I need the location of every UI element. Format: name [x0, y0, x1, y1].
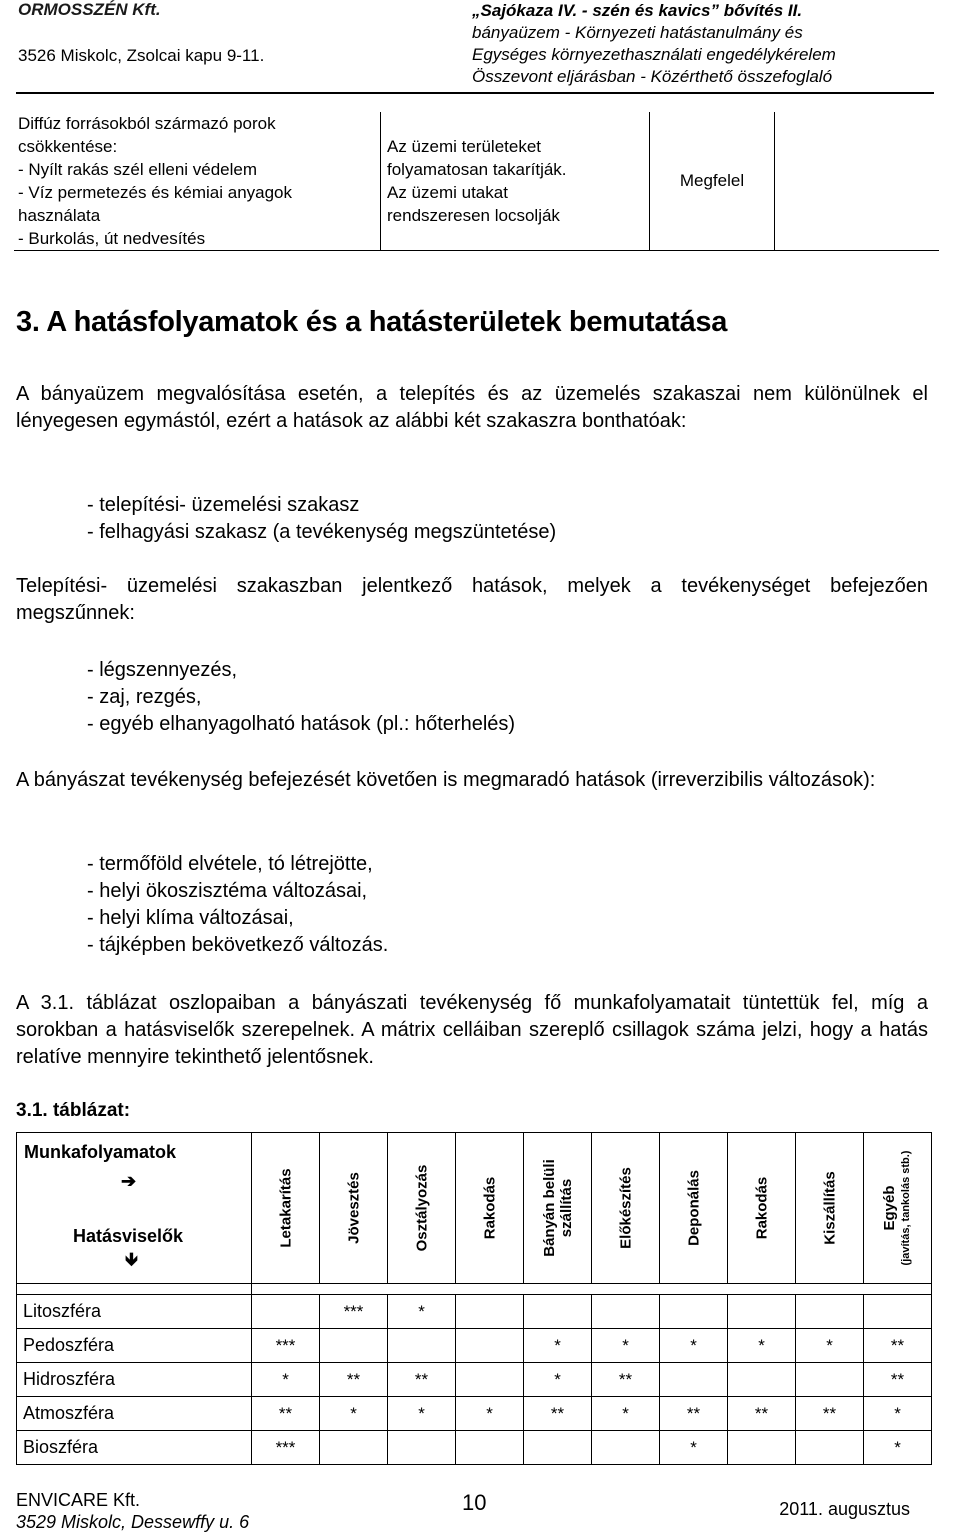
column-label: Osztályozás: [413, 1164, 430, 1252]
paragraph-3: A bányászat tevékenység befejezését követően is megmaradó hatások (irreverzibilis változások):: [16, 769, 876, 791]
column-header: [728, 1133, 796, 1284]
row-label: Pedoszféra: [17, 1329, 252, 1363]
column-header: [864, 1133, 932, 1284]
table-row: [17, 1329, 932, 1363]
table-row: [17, 1397, 932, 1431]
matrix-cell: [864, 1295, 932, 1329]
matrix-cell: **: [592, 1363, 660, 1397]
measure-action-cell: [381, 112, 650, 251]
matrix-cell: [456, 1431, 524, 1465]
column-header: [252, 1133, 320, 1284]
matrix-title: 3.1. táblázat:: [16, 1100, 131, 1121]
column-header: [456, 1133, 524, 1284]
header-document-title: [472, 0, 942, 88]
text-line: folyamatosan takarítják.: [387, 160, 567, 179]
row-label: Litoszféra: [17, 1295, 252, 1329]
matrix-cell: *: [592, 1329, 660, 1363]
section-title: 3. A hatásfolyamatok és a hatásterületek bemutatása: [16, 306, 728, 338]
paragraph-1: A bányaüzem megvalósítása esetén, a telepítés és az üzemelés szakaszai nem különülnek el lényegesen egymástól, ezért a hatások az alábbi két szakaszra bonthatóak:: [16, 383, 928, 432]
column-label: Rakodás: [753, 1176, 770, 1240]
list-item: - helyi klíma változásai,: [87, 907, 294, 929]
matrix-cell: [388, 1431, 456, 1465]
matrix-cell: ***: [252, 1431, 320, 1465]
list-item: - egyéb elhanyagolható hatások (pl.: hőterhelés): [87, 713, 516, 735]
text-line: használata: [18, 206, 101, 225]
text-line: - Nyílt rakás szél elleni védelem: [18, 160, 258, 179]
temporary-impacts-list: [87, 657, 515, 738]
matrix-cell: *: [388, 1397, 456, 1431]
header-title-line-4: Összevont eljárásban - Közérthető összefoglaló: [472, 67, 833, 86]
matrix-cell: **: [728, 1397, 796, 1431]
footer-company: ENVICARE Kft.: [16, 1490, 141, 1510]
matrix-cell: *: [728, 1329, 796, 1363]
table-row: [17, 1363, 932, 1397]
matrix-cell: **: [388, 1363, 456, 1397]
matrix-cell: **: [320, 1363, 388, 1397]
matrix-cell: [320, 1329, 388, 1363]
row-label: Hidroszféra: [17, 1363, 252, 1397]
matrix-cell: *: [388, 1295, 456, 1329]
column-label-line: Egyéb: [880, 1185, 898, 1231]
matrix-cell: ***: [320, 1295, 388, 1329]
matrix-cell: [524, 1295, 592, 1329]
matrix-cell: *: [660, 1431, 728, 1465]
column-label-line: szállítás: [557, 1178, 575, 1238]
footer-address: 3529 Miskolc, Dessewffy u. 6: [16, 1512, 250, 1532]
matrix-cell: [252, 1295, 320, 1329]
row-label: Atmoszféra: [17, 1397, 252, 1431]
matrix-cell: [660, 1295, 728, 1329]
column-label: [881, 1151, 915, 1266]
matrix-cell: [796, 1295, 864, 1329]
spacer-cell: [252, 1284, 932, 1295]
column-label: [541, 1159, 575, 1257]
permanent-impacts-list: [87, 851, 388, 959]
text-line: csökkentése:: [18, 137, 118, 156]
matrix-cell: *: [524, 1329, 592, 1363]
phase-list: [87, 492, 556, 546]
column-header: [660, 1133, 728, 1284]
matrix-cell: [320, 1431, 388, 1465]
table-row: [17, 1295, 932, 1329]
matrix-cell: **: [864, 1329, 932, 1363]
table-row: [17, 1431, 932, 1465]
matrix-spacer-row: [17, 1284, 932, 1295]
measure-empty-cell: [775, 112, 940, 251]
text-line: - Burkolás, út nedvesítés: [18, 229, 206, 248]
column-label-line: Bányán belüli: [540, 1159, 558, 1257]
matrix-cell: [456, 1363, 524, 1397]
matrix-cell: [388, 1329, 456, 1363]
list-item: - felhagyási szakasz (a tevékenység megszüntetése): [87, 521, 557, 543]
matrix-cell: [796, 1363, 864, 1397]
page-number: 10: [462, 1490, 487, 1515]
header-company: ORMOSSZÉN Kft.: [18, 0, 161, 19]
column-label: Kiszállítás: [821, 1171, 838, 1245]
matrix-cell: ***: [252, 1329, 320, 1363]
column-header: [796, 1133, 864, 1284]
matrix-cell: **: [524, 1397, 592, 1431]
list-item: - telepítési- üzemelési szakasz: [87, 494, 360, 516]
paragraph-4: A 3.1. táblázat oszlopaiban a bányászati tevékenység fő munkafolyamatait tüntettük fel, míg a sorokban a hatásviselők szerepelnek. A mátrix celláiban szereplő csillagok száma jelzi, hogy a hatás relatíve mennyire tekinthető jelentősnek.: [16, 992, 928, 1068]
matrix-cell: *: [524, 1363, 592, 1397]
matrix-cell: *: [796, 1329, 864, 1363]
matrix-cell: **: [252, 1397, 320, 1431]
matrix-cell: [592, 1431, 660, 1465]
measure-status-cell: Megfelel: [650, 112, 775, 251]
impact-matrix: [16, 1132, 932, 1465]
arrow-down-icon: 🡻: [125, 1249, 138, 1269]
row-label: Bioszféra: [17, 1431, 252, 1465]
column-label-line: (javítás, tankolás stb.): [899, 1150, 912, 1266]
matrix-cell: *: [864, 1431, 932, 1465]
corner-processes-label: Munkafolyamatok: [24, 1142, 177, 1162]
text-line: - Víz permetezés és kémiai anyagok: [18, 183, 293, 202]
arrow-right-icon: ➔: [121, 1171, 137, 1191]
column-label: Deponálás: [685, 1170, 702, 1246]
list-item: - zaj, rezgés,: [87, 686, 202, 708]
measures-table: [14, 112, 939, 251]
matrix-header-row: [17, 1133, 932, 1284]
table-row: [14, 112, 939, 251]
column-label: Jövesztés: [345, 1172, 362, 1244]
column-header: [592, 1133, 660, 1284]
matrix-cell: *: [320, 1397, 388, 1431]
text-line: Az üzemi utakat: [387, 183, 508, 202]
footer-date: 2011. augusztus: [779, 1499, 910, 1519]
list-item: - termőföld elvétele, tó létrejötte,: [87, 853, 373, 875]
matrix-corner-cell: [17, 1133, 252, 1284]
matrix-cell: *: [864, 1397, 932, 1431]
matrix-cell: **: [796, 1397, 864, 1431]
text-line: rendszeresen locsolják: [387, 206, 560, 225]
list-item: - légszennyezés,: [87, 659, 238, 681]
header-title-line-3: Egységes környezethasználati engedélykérelem: [472, 45, 836, 64]
matrix-cell: [728, 1363, 796, 1397]
matrix-cell: **: [660, 1397, 728, 1431]
matrix-cell: *: [252, 1363, 320, 1397]
matrix-cell: **: [864, 1363, 932, 1397]
matrix-cell: [524, 1431, 592, 1465]
column-header: [388, 1133, 456, 1284]
text-line: Az üzemi területeket: [387, 137, 542, 156]
matrix-cell: [796, 1431, 864, 1465]
matrix-cell: [456, 1295, 524, 1329]
matrix-cell: [660, 1363, 728, 1397]
matrix-cell: *: [456, 1397, 524, 1431]
list-item: - tájképben bekövetkező változás.: [87, 934, 389, 956]
matrix-cell: *: [592, 1397, 660, 1431]
header-address: 3526 Miskolc, Zsolcai kapu 9-11.: [18, 46, 265, 65]
measure-description-cell: [14, 112, 381, 251]
matrix-cell: [456, 1329, 524, 1363]
matrix-cell: [728, 1431, 796, 1465]
matrix-cell: [592, 1295, 660, 1329]
column-header: [320, 1133, 388, 1284]
matrix-cell: *: [660, 1329, 728, 1363]
header-title-line-2: bányaüzem - Környezeti hatástanulmány és: [472, 23, 803, 42]
spacer-cell: [17, 1284, 252, 1295]
column-header: [524, 1133, 592, 1284]
header-divider: [16, 92, 934, 94]
corner-receptors-label: Hatásviselők: [73, 1226, 184, 1246]
paragraph-2: Telepítési- üzemelési szakaszban jelentkező hatások, melyek a tevékenységet befejezően megszűnnek:: [16, 575, 928, 624]
column-label: Előkészítés: [617, 1167, 634, 1249]
matrix-cell: [728, 1295, 796, 1329]
column-label: Rakodás: [481, 1176, 498, 1240]
header-title-line-1: „Sajókaza IV. - szén és kavics” bővítés II.: [472, 1, 803, 20]
list-item: - helyi ökoszisztéma változásai,: [87, 880, 368, 902]
text-line: Diffúz forrásokból származó porok: [18, 114, 276, 133]
column-label: Letakarítás: [277, 1168, 294, 1248]
